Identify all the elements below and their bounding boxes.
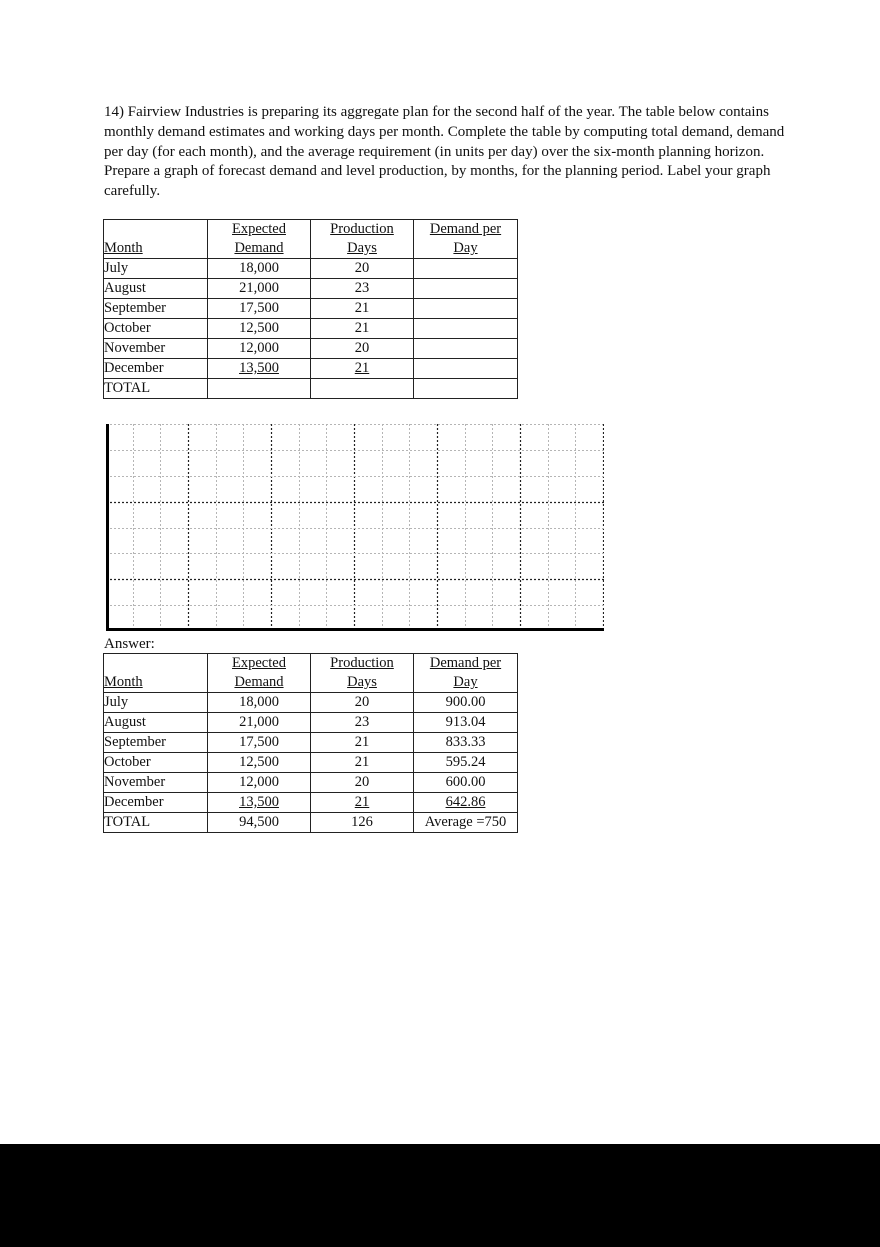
cell-days: 21 bbox=[311, 793, 414, 813]
cell-days: 20 bbox=[311, 693, 414, 713]
cell-dpd bbox=[414, 279, 518, 299]
header-expected-demand: Expected Demand bbox=[208, 220, 311, 259]
cell-dpd bbox=[414, 339, 518, 359]
table-header-row bbox=[104, 220, 518, 259]
table-row bbox=[104, 753, 518, 773]
header-production-days: Production Days bbox=[311, 220, 414, 259]
cell-total-demand bbox=[208, 379, 311, 399]
cell-month: December bbox=[104, 793, 208, 813]
table-row bbox=[104, 713, 518, 733]
cell-dpd: 900.00 bbox=[414, 693, 518, 713]
cell-dpd bbox=[414, 359, 518, 379]
cell-days: 20 bbox=[311, 773, 414, 793]
cell-month: August bbox=[104, 279, 208, 299]
cell-demand: 17,500 bbox=[208, 733, 311, 753]
viewer-bottom-band bbox=[0, 1144, 880, 1247]
cell-demand: 17,500 bbox=[208, 299, 311, 319]
cell-days: 20 bbox=[311, 339, 414, 359]
cell-demand: 13,500 bbox=[208, 359, 311, 379]
cell-days: 23 bbox=[311, 279, 414, 299]
cell-dpd: 600.00 bbox=[414, 773, 518, 793]
cell-days: 21 bbox=[311, 359, 414, 379]
cell-demand: 13,500 bbox=[208, 793, 311, 813]
cell-dpd: 595.24 bbox=[414, 753, 518, 773]
cell-month: September bbox=[104, 299, 208, 319]
cell-dpd bbox=[414, 259, 518, 279]
table-row bbox=[104, 319, 518, 339]
cell-demand: 21,000 bbox=[208, 713, 311, 733]
cell-month: October bbox=[104, 319, 208, 339]
table-row bbox=[104, 773, 518, 793]
cell-month: December bbox=[104, 359, 208, 379]
cell-month: August bbox=[104, 713, 208, 733]
table-row bbox=[104, 299, 518, 319]
cell-total-dpd bbox=[414, 379, 518, 399]
table-row bbox=[104, 733, 518, 753]
answer-table bbox=[103, 653, 518, 833]
question-text: 14) Fairview Industries is preparing its aggregate plan for the second half of the year. The table below contains monthly demand estimates and working days per month. Complete the table by computing total demand, demand per day (for each month), and the average requirement (in units per day) over the six-month planning horizon. Prepare a graph of forecast demand and level production, by months, for the planning period. Label your graph carefully. bbox=[104, 104, 785, 200]
cell-dpd: 642.86 bbox=[414, 793, 518, 813]
cell-total-demand: 94,500 bbox=[208, 813, 311, 833]
cell-days: 21 bbox=[311, 299, 414, 319]
cell-demand: 18,000 bbox=[208, 693, 311, 713]
table-total-row bbox=[104, 379, 518, 399]
cell-demand: 12,500 bbox=[208, 753, 311, 773]
table-row bbox=[104, 793, 518, 813]
header-month: Month bbox=[104, 220, 208, 259]
cell-demand: 12,000 bbox=[208, 339, 311, 359]
cell-month: July bbox=[104, 259, 208, 279]
cell-days: 21 bbox=[311, 753, 414, 773]
cell-days: 21 bbox=[311, 319, 414, 339]
cell-days: 23 bbox=[311, 713, 414, 733]
cell-month: September bbox=[104, 733, 208, 753]
table-row bbox=[104, 339, 518, 359]
blank-graph-grid bbox=[106, 424, 604, 631]
header-month: Month bbox=[104, 654, 208, 693]
cell-month: November bbox=[104, 773, 208, 793]
header-demand-per-day: Demand per Day bbox=[414, 654, 518, 693]
header-expected-demand: Expected Demand bbox=[208, 654, 311, 693]
cell-demand: 18,000 bbox=[208, 259, 311, 279]
grid-lines bbox=[106, 424, 604, 631]
header-demand-per-day: Demand per Day bbox=[414, 220, 518, 259]
cell-total-label: TOTAL bbox=[104, 379, 208, 399]
cell-total-days bbox=[311, 379, 414, 399]
header-production-days: Production Days bbox=[311, 654, 414, 693]
cell-dpd bbox=[414, 319, 518, 339]
cell-dpd bbox=[414, 299, 518, 319]
table-row bbox=[104, 259, 518, 279]
cell-month: November bbox=[104, 339, 208, 359]
cell-dpd: 913.04 bbox=[414, 713, 518, 733]
question-table bbox=[103, 219, 518, 399]
cell-total-dpd: Average =750 bbox=[414, 813, 518, 833]
cell-demand: 21,000 bbox=[208, 279, 311, 299]
table-row bbox=[104, 359, 518, 379]
cell-month: July bbox=[104, 693, 208, 713]
cell-total-days: 126 bbox=[311, 813, 414, 833]
cell-demand: 12,000 bbox=[208, 773, 311, 793]
cell-month: October bbox=[104, 753, 208, 773]
cell-demand: 12,500 bbox=[208, 319, 311, 339]
cell-days: 20 bbox=[311, 259, 414, 279]
cell-days: 21 bbox=[311, 733, 414, 753]
table-row bbox=[104, 693, 518, 713]
cell-total-label: TOTAL bbox=[104, 813, 208, 833]
table-row bbox=[104, 279, 518, 299]
cell-dpd: 833.33 bbox=[414, 733, 518, 753]
table-header-row bbox=[104, 654, 518, 693]
table-total-row bbox=[104, 813, 518, 833]
answer-label: Answer: bbox=[104, 636, 155, 652]
